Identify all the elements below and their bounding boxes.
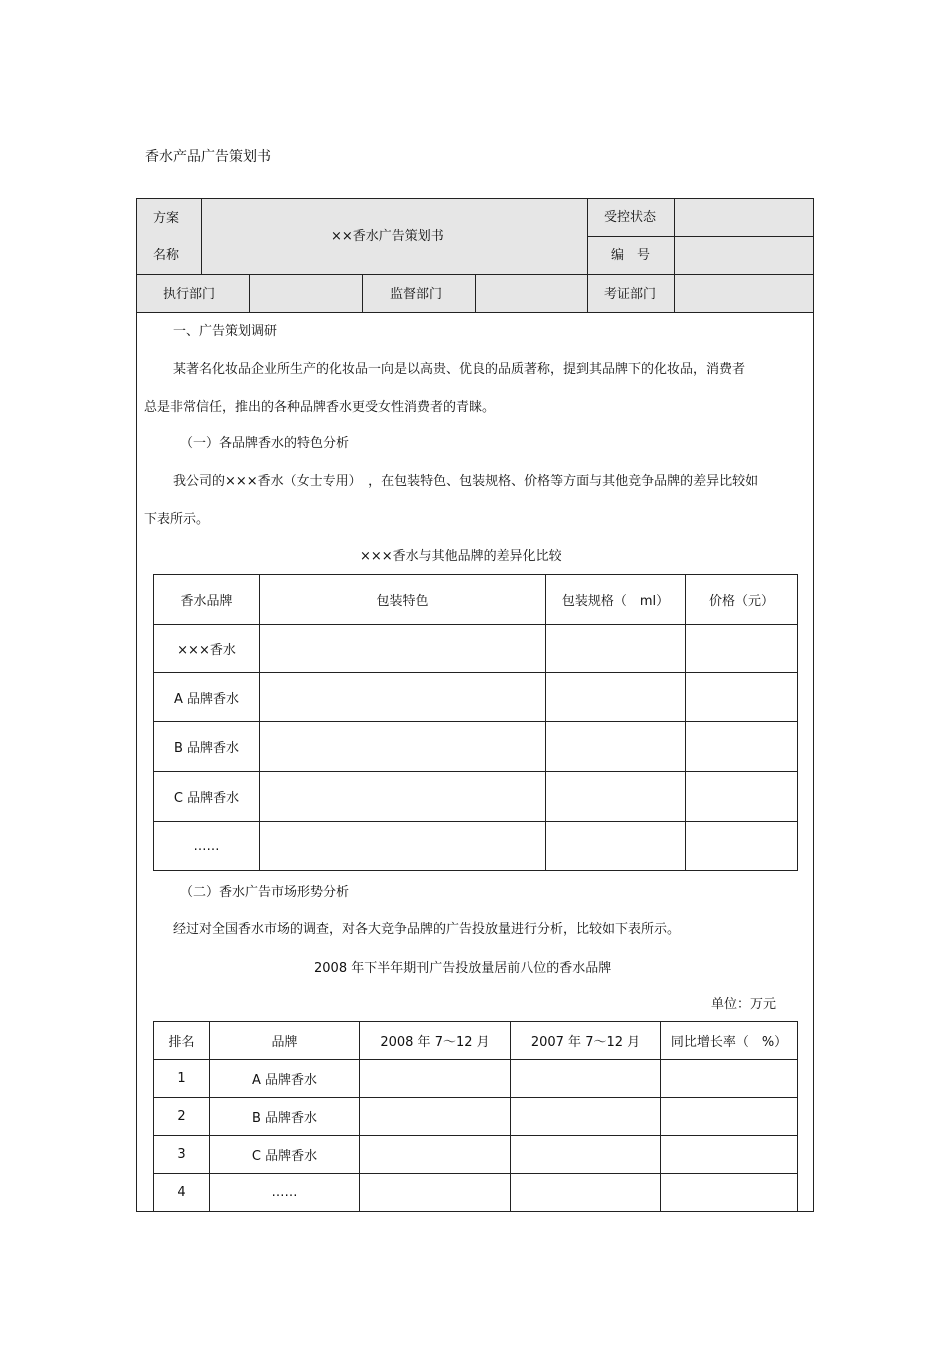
subsection-heading: （二）香水广告市场形势分析 [180,885,350,900]
brand-cell: …… [154,822,260,871]
table-cell [661,1136,798,1174]
divider [249,274,250,313]
divider [674,198,675,313]
brand-cell: A 品牌香水 [210,1060,360,1098]
table-cell [546,722,686,772]
table-header-row [154,575,798,625]
table-cell [360,1060,511,1098]
brand-cell: C 品牌香水 [210,1136,360,1174]
table-caption: 2008 年下半年期刊广告投放量居前八位的香水品牌 [314,961,612,976]
table-header-cell: 包装规格（ ml） [546,575,686,625]
paragraph-line: 总是非常信任，推出的各种品牌香水更受女性消费者的青睐。 [144,400,496,415]
table-cell [511,1098,661,1136]
control-status-label: 受控状态 [604,210,657,225]
rank-cell: 4 [154,1174,210,1212]
table-cell [360,1136,511,1174]
subsection-heading: （一）各品牌香水的特色分析 [180,436,350,451]
table-header-cell: 香水品牌 [154,575,260,625]
table-cell [661,1174,798,1212]
control-status-value-cell [675,199,813,236]
paragraph-line: 经过对全国香水市场的调查，对各大竞争品牌的广告投放量进行分析，比较如下表所示。 [173,922,681,937]
divider [587,198,588,313]
table-cell [260,722,546,772]
verify-dept-label: 考证部门 [604,287,657,302]
table-cell [686,625,798,673]
table-cell [511,1174,661,1212]
table-cell [260,625,546,673]
paragraph-line: 我公司的×××香水（女士专用） ，在包装特色、包装规格、价格等方面与其他竞争品牌的差异比较如 [173,474,759,489]
table-cell [260,772,546,822]
table-row [154,822,798,871]
section-heading: 一、广告策划调研 [173,324,278,339]
divider [201,198,202,275]
divider [587,236,814,237]
paragraph-line: 某著名化妆品企业所生产的化妆品一向是以高贵、优良的品质著称，提到其品牌下的化妆品，消费者 [173,362,746,377]
table-row [154,625,798,673]
paragraph-line: 下表所示。 [144,512,210,527]
table-header-cell: 2008 年 7～12 月 [360,1022,511,1060]
table-cell [686,673,798,722]
table-header-cell: 同比增长率（ %） [661,1022,798,1060]
table-row [154,1174,798,1212]
table-row [154,673,798,722]
table-cell [686,722,798,772]
brand-comparison-table [153,574,798,871]
table-row [154,722,798,772]
document-title: 香水产品广告策划书 [145,149,271,165]
table-cell [661,1060,798,1098]
unit-label: 单位：万元 [711,997,777,1012]
exec-dept-label: 执行部门 [163,287,216,302]
table-header-cell: 价格（元） [686,575,798,625]
table-cell [260,673,546,722]
number-value-cell [675,237,813,274]
scheme-label-line1: 方案 [153,211,180,226]
table-cell [360,1098,511,1136]
table-header-cell: 品牌 [210,1022,360,1060]
brand-cell: C 品牌香水 [154,772,260,822]
brand-cell: A 品牌香水 [154,673,260,722]
divider [475,274,476,313]
scheme-name: ××香水广告策划书 [331,229,444,244]
table-header-cell: 排名 [154,1022,210,1060]
table-cell [260,822,546,871]
scheme-label-line2: 名称 [153,248,180,263]
table-cell [546,625,686,673]
number-label: 编 号 [611,248,651,263]
table-caption: ×××香水与其他品牌的差异化比较 [360,549,562,564]
table-cell [546,822,686,871]
rank-cell: 2 [154,1098,210,1136]
ad-spend-ranking-table [153,1021,798,1212]
table-cell [546,673,686,722]
table-header-cell: 2007 年 7～12 月 [511,1022,661,1060]
brand-cell: B 品牌香水 [154,722,260,772]
brand-cell: ×××香水 [154,625,260,673]
table-row [154,1060,798,1098]
rank-cell: 3 [154,1136,210,1174]
table-row [154,1098,798,1136]
brand-cell: …… [210,1174,360,1212]
supervise-dept-label: 监督部门 [390,287,443,302]
table-cell [686,772,798,822]
table-cell [511,1136,661,1174]
table-cell [360,1174,511,1212]
table-row [154,1136,798,1174]
table-cell [661,1098,798,1136]
table-header-cell: 包装特色 [260,575,546,625]
table-header-row [154,1022,798,1060]
table-cell [546,772,686,822]
brand-cell: B 品牌香水 [210,1098,360,1136]
table-row [154,772,798,822]
rank-cell: 1 [154,1060,210,1098]
table-cell [511,1060,661,1098]
table-cell [686,822,798,871]
divider [362,274,363,313]
